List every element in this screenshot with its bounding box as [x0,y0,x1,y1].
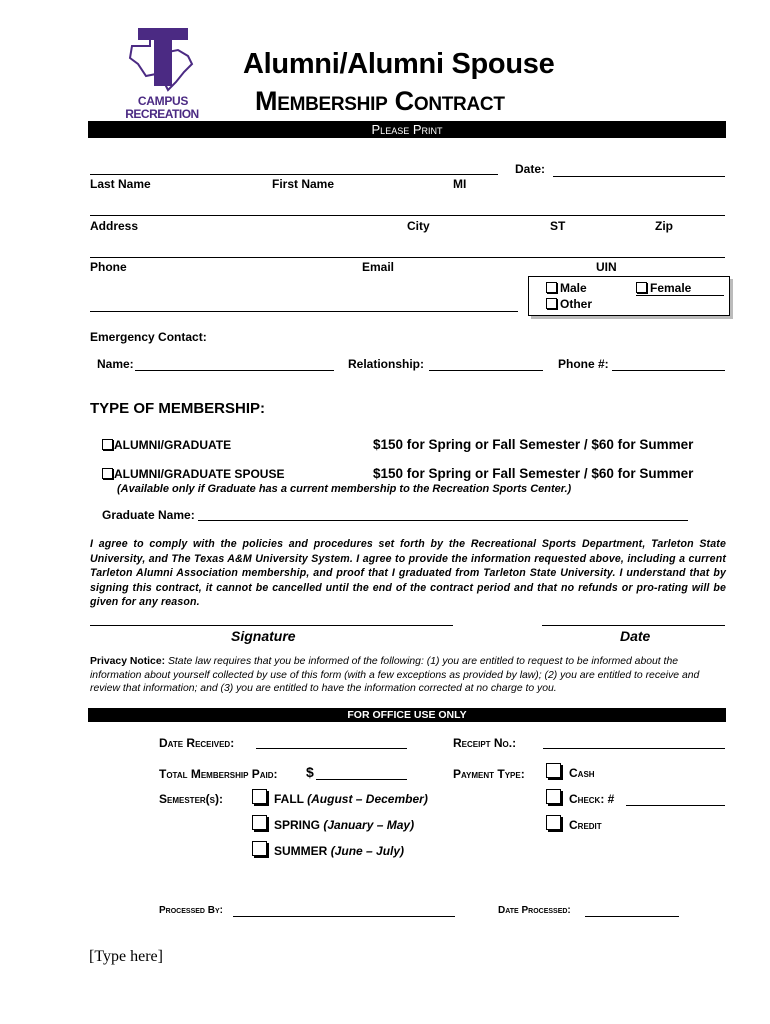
office-use-label: FOR OFFICE USE ONLY [347,709,467,721]
female-option[interactable] [636,281,691,295]
spouse-checkbox[interactable] [102,468,113,479]
summer-option [274,844,404,858]
first-name-label: First Name [272,177,335,191]
graduate-name-line[interactable] [198,520,688,521]
spouse-price: $150 for Spring or Fall Semester / $60 for Summer [373,466,694,481]
spring-option [274,818,414,832]
emergency-phone-label: Phone #: [558,357,609,371]
check-checkbox[interactable] [546,789,561,804]
summer-dates: (June – July) [330,844,405,858]
privacy-label: Privacy Notice: [90,656,166,667]
cash-checkbox[interactable] [546,763,561,778]
male-checkbox[interactable] [546,282,557,293]
cash-label: Cash [569,766,595,780]
relationship-label: Relationship: [348,357,425,371]
membership-heading: TYPE OF MEMBERSHIP: [90,400,266,417]
emergency-phone-line[interactable] [612,370,725,371]
uin-label: UIN [596,260,617,274]
email-label: Email [362,260,395,274]
female-underline [636,295,724,296]
spring-label: SPRING [274,818,321,832]
check-number-line[interactable] [626,805,725,806]
other-label: Other [560,297,593,311]
graduate-price: $150 for Spring or Fall Semester / $60 for Summer [373,437,694,452]
form-title: Alumni/Alumni Spouse [243,48,555,80]
membership-option-graduate[interactable] [102,438,231,452]
signature-date-line[interactable] [542,625,725,626]
membership-option-spouse[interactable] [102,467,284,481]
form-subtitle: Membership Contract [255,86,505,116]
logo-line-2: RECREATION [125,107,199,121]
zip-label: Zip [655,219,673,233]
last-name-label: Last Name [90,177,151,191]
please-print-bar [88,121,726,138]
dollar-sign: $ [306,764,314,780]
phone-label: Phone [90,260,127,274]
signature-label: Signature [231,628,296,644]
office-use-bar [88,708,726,722]
processed-by-line[interactable] [233,916,455,917]
total-paid-line[interactable] [316,779,407,780]
credit-label: Credit [569,818,602,832]
check-label: Check: # [569,792,615,806]
emergency-heading: Emergency Contact: [90,330,207,344]
receipt-no-label: Receipt No.: [453,736,517,750]
credit-checkbox[interactable] [546,815,561,830]
fall-option [274,792,428,806]
date-processed-label: Date Processed: [498,905,571,916]
privacy-text: State law requires that you be informed of the following: (1) you are entitled to request to be informed about the information about yourself collected by use of this form (with a few exceptions as provided by law); (2) you are entitled to receive and review that information; and (3) you are entitled to have the information corrected at no charge to you. [90,656,700,694]
date-label: Date: [515,162,546,176]
date-line[interactable] [553,176,725,177]
summer-label: SUMMER [274,844,328,858]
fall-dates: (August – December) [307,792,428,806]
female-checkbox[interactable] [636,282,647,293]
mi-label: MI [453,177,467,191]
relationship-line[interactable] [429,370,543,371]
agreement-text: I agree to comply with the policies and procedures set forth by the Recreational Sports Department, Tarleton State University, and The Texas A&M University System. I agree to provide the information requested above, including a current Tarleton Alumni Association membership, and proof that I graduated from Tarleton State University. I understand that by signing this contract, it cannot be cancelled until the end of the contract period and that no refunds or pro-rating will be given for any reason. [90,538,726,608]
st-label: ST [550,219,566,233]
date-received-line[interactable] [256,748,407,749]
footer-placeholder: [Type here] [89,948,163,965]
date-received-label: Date Received: [159,736,235,750]
privacy-notice [90,655,730,696]
other-checkbox[interactable] [546,298,557,309]
female-label: Female [650,281,692,295]
tarleton-t-texas-icon [122,24,202,94]
campus-recreation-logo [122,24,202,122]
spouse-label: ALUMNI/GRADUATE SPOUSE [114,467,285,481]
semesters-label: Semester(s): [159,792,223,806]
male-option[interactable] [546,281,587,295]
spring-dates: (January – May) [323,818,415,832]
membership-note: (Available only if Graduate has a current membership to the Recreation Sports Center.) [117,483,572,495]
male-label: Male [560,281,587,295]
other-option[interactable] [546,297,592,311]
summer-checkbox[interactable] [252,841,267,856]
spring-checkbox[interactable] [252,815,267,830]
graduate-checkbox[interactable] [102,439,113,450]
payment-type-label: Payment Type: [453,767,525,781]
receipt-no-line[interactable] [543,748,725,749]
phone-email-line[interactable] [90,257,725,258]
phone-entry-line[interactable] [90,311,518,312]
name-line[interactable] [90,174,498,175]
please-print-label: Please Print [371,122,443,137]
signature-date-label: Date [620,628,651,644]
city-label: City [407,219,430,233]
graduate-label: ALUMNI/GRADUATE [114,438,232,452]
date-processed-line[interactable] [585,916,679,917]
total-paid-label: Total Membership Paid: [159,767,278,781]
graduate-name-label: Graduate Name: [102,508,195,522]
address-label: Address [90,219,139,233]
emergency-name-label: Name: [97,357,134,371]
address-line[interactable] [90,215,725,216]
fall-label: FALL [274,792,304,806]
processed-by-label: Processed By: [159,905,223,916]
fall-checkbox[interactable] [252,789,267,804]
logo-line-1: CAMPUS [137,94,189,108]
emergency-name-line[interactable] [135,370,334,371]
signature-line[interactable] [90,625,453,626]
